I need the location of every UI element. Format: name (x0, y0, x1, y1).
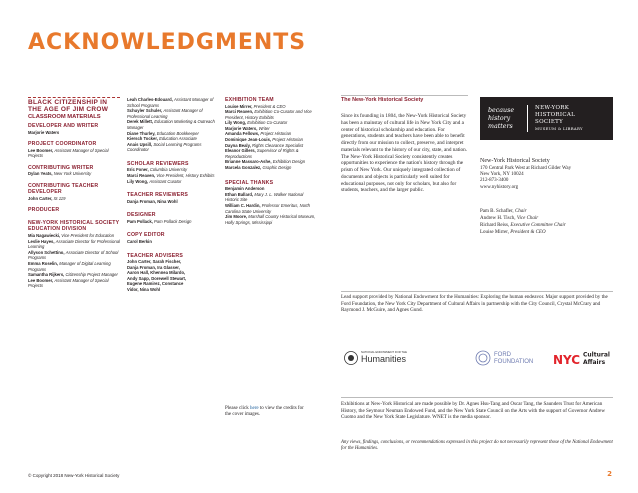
project-subtitle: CLASSROOM MATERIALS (28, 114, 101, 120)
credit-role: Mary J. L. Walker National Historic Site (225, 191, 304, 203)
officer-name: Andrew H. Tisch, (480, 215, 516, 221)
credit-role: Rights Clearance Specialist (251, 142, 304, 148)
credit-name: Louise Mirrer, (225, 103, 253, 109)
website: www.nyhistory.org (480, 184, 519, 190)
credit-role: Columbia University (149, 167, 188, 173)
exhibition-team-heading: EXHIBITION TEAM (225, 97, 274, 103)
exhibitions-support-text: Exhibitions at New-York Historical are made possible by Dr. Agnes Hsu-Tang and Oscar Tang, the Saunders Trust for American History, the Seymour Neuman Endowed Fund, and the New York State Council on the Arts with the support of Governor Andrew Cuomo and the New York State Legislature. WNET is the media sponsor. (341, 401, 606, 421)
designer-entry: Pam Pollack, Pam Pollack Design (127, 218, 192, 224)
officer-title: Chair (514, 209, 527, 214)
credit-name: Kiersch Tocker, (127, 136, 158, 142)
adviser-names: Aaron Hall, Khennea Milardo, (127, 270, 186, 276)
credit-name: Marci Reaven, (127, 173, 156, 179)
officer-line (480, 216, 566, 223)
credit-name: William C. Hardin, (225, 202, 261, 208)
nyc-wordmark: NYC (553, 353, 581, 367)
adviser-names: Eugene Ramirez, Constance (127, 281, 184, 287)
credit-entry (28, 278, 120, 289)
teacher-advisers-list (127, 259, 219, 293)
credit-name: Schuyler Schuler, (127, 108, 163, 114)
credit-role: Citizenship Project Manager (65, 272, 118, 278)
credit-name: Mia Nagawiecki, (28, 232, 61, 238)
credit-name: Samantha Rijkers, (28, 272, 65, 278)
credit-role: Vice President, History Exhibits (156, 173, 215, 179)
credit-entry (28, 250, 120, 261)
affairs-text: Affairs (583, 359, 606, 366)
credit-entry (127, 179, 219, 185)
nyhs-address (480, 158, 571, 191)
credit-role: Assistant Manager of Professional Learning (127, 108, 203, 119)
credit-name: Lee Boomer, (28, 277, 54, 283)
divider (28, 97, 120, 98)
officer-line (480, 230, 566, 237)
officer-name: Pam B. Schafler, (480, 209, 514, 214)
credit-role: President & CEO (253, 103, 286, 109)
nyhs-description: Since its founding in 1804, the New-York Historical Society has been a mainstay of cultural life in New York City and a center of historical scholarship and education. For generations, students and teachers have been able to benefit directly from our mission to collect, preserve, and interpret materials relevant to the history of our city, state, and nation. The New-York Historical Society consistently creates opportunities to experience the nation's history through the prism of New York. Our uniquely integrated collection of documents and objects is particularly well suited for educational purposes, not only for scholars, but also for students, teachers, and the larger public. (341, 113, 467, 194)
credit-role: Project Historian (260, 131, 292, 137)
credit-role: Project Historian (272, 137, 303, 143)
credit-role: Vice President for Education (61, 232, 115, 238)
credit-role: Supervisor of Rights & Reproductions (225, 148, 299, 159)
credit-role: Manager of Digital Learning Programs (28, 260, 111, 272)
officer-line (480, 223, 566, 230)
section-heading: PROJECT COORDINATOR (28, 141, 97, 148)
credit-name: Ethan Ballard, (225, 191, 254, 197)
nyc-cultural-affairs-logo (553, 352, 610, 368)
officer-title: President & CEO (510, 229, 546, 235)
officer-name: Louise Mirrer, (480, 229, 509, 235)
credit-name: Emma Roselin, (28, 260, 59, 266)
credit-name: Lily Wong, (225, 120, 247, 126)
credit-role: Graphic Design (262, 165, 292, 171)
adviser-names: Vidor, Nina Wohl (127, 286, 161, 292)
credit-name: Dayna Bealy, (225, 142, 251, 148)
officer-title: Vice Chair (516, 215, 539, 221)
neh-seal-core (348, 355, 354, 361)
page-number: 2 (607, 470, 612, 478)
adviser-names: Andy Sapp, Dorewell Stewart, (127, 275, 187, 281)
credit-entry (28, 196, 120, 202)
project-title-line-1: BLACK CITIZENSHIP IN (28, 99, 108, 106)
credit-name: Eleanor Gillers, (225, 148, 256, 154)
adviser-line (127, 287, 219, 293)
nyhs-officers (480, 209, 566, 237)
adviser-names: Danja Froman, Ira Glasser, (127, 264, 180, 270)
credit-role: Social Learning Programs Coordinator (127, 141, 202, 153)
copy-editor: Carol Berkin (127, 238, 152, 244)
credit-name: Lily Wong, (127, 178, 149, 184)
credit-role: Associate Director for Professional Learning (28, 238, 120, 250)
special-thanks-heading: SPECIAL THANKS (225, 179, 274, 186)
teacher-advisers-heading: TEACHER ADVISERS (127, 252, 184, 259)
officer-line (480, 209, 566, 216)
credit-role: Writer (258, 125, 270, 131)
section-heading: CONTRIBUTING TEACHER DEVELOPER (28, 182, 99, 196)
disclaimer-text: Any views, findings, conclusions, or recommendations expressed in this project do not necessarily represent those of the National Endowment for the Humanities. (341, 440, 613, 452)
lead-support-text: Lead support provided by National Endowment for the Humanities: Exploring the human endeavor. Major support provided by the Ford Foundation, the New York City Department of Cultural Affairs in partnership with the City Council, Crystal McCrary and Raymond J. McGuire, and Agnes Gund. (341, 294, 608, 314)
officer-title: Executive Committee Chair (510, 222, 566, 228)
logo-wordmark: NEW-YORK HISTORICAL SOCIETY MUSEUM & LIBRARY (535, 105, 583, 132)
credit-role: Assistant Curator (149, 178, 182, 184)
logo-divider (527, 105, 528, 132)
neh-wordmark: Humanities (361, 354, 407, 364)
project-title-line-2: THE AGE OF JIM CROW (28, 106, 109, 113)
section-heading: PRODUCER (28, 207, 60, 214)
officer-name: Richard Reiss, (480, 222, 510, 228)
city: New York, NY 10024 (480, 171, 524, 177)
teacher-reviewers: Danja Froman, Nina Wohl (127, 198, 178, 204)
credit-name: Dominique Jean-Louis, (225, 137, 272, 143)
credit-role: Exhibition Co-Curator (247, 120, 288, 126)
credit-entry (127, 97, 219, 108)
credit-name: Benjamin Anderson (225, 186, 265, 192)
ford-text-2: FOUNDATION (494, 359, 534, 365)
divider (341, 291, 613, 292)
copyright-footer: © Copyright 2018 New-York Historical Society (28, 473, 120, 478)
credit-role: Assistant Manager of Special Projects (28, 147, 109, 159)
credit-entry (127, 142, 219, 153)
credit-role: Associate Director of School Programs (28, 249, 119, 261)
divider (341, 397, 613, 398)
ford-ring-icon (476, 351, 490, 365)
section-heading: DEVELOPER AND WRITER (28, 123, 99, 129)
credit-entry (225, 165, 317, 171)
credit-name: Allyson Schettino, (28, 249, 65, 255)
credit-name: Marjorie Waters (28, 129, 60, 135)
credit-entry (28, 261, 120, 272)
credit-entry (225, 214, 317, 225)
credit-entry (127, 108, 219, 119)
credit-entry (28, 130, 120, 136)
credit-role: Exhibition Design (272, 159, 306, 165)
credit-name: Dylan Yeats, (28, 171, 53, 177)
nyhs-heading: The New-York Historical Society (341, 97, 424, 103)
scholar-reviewers-heading: SCHOLAR REVIEWERS (127, 160, 189, 167)
special-thanks-list (225, 186, 317, 225)
credit-role: Assistant Manager of School Programs (127, 97, 214, 108)
credit-entry (225, 192, 317, 203)
neh-small-text: NATIONAL ENDOWMENT FOR THE (361, 350, 408, 354)
credit-name: Jim Moore, (225, 214, 248, 220)
cover-credits-link[interactable]: here (250, 406, 259, 411)
credit-name: Marcela Gonzalez, (225, 165, 262, 171)
credit-name: Eric Foner, (127, 167, 149, 173)
section-heading: CONTRIBUTING WRITER (28, 164, 94, 171)
credit-entry (28, 171, 120, 177)
staff-list (127, 97, 219, 153)
adviser-names: John Carter, Sarah Fischer, (127, 259, 182, 264)
credit-name: Derek Millett, (127, 119, 154, 125)
ford-text-1: FORD (494, 352, 511, 358)
funder-logos-svg (341, 343, 613, 373)
scholar-list (127, 167, 219, 184)
credit-name: Diane Thurley, (127, 130, 156, 136)
credit-name: Marjorie Waters, (225, 125, 258, 131)
credit-name: Leslie Hayes, (28, 238, 55, 244)
credits-column-3 (225, 97, 317, 225)
cover-credits-note: Please click here to view the credits for the cover images. (225, 406, 304, 418)
nyhs-logo (480, 97, 613, 140)
credit-entry (127, 119, 219, 130)
credit-entry (28, 148, 120, 159)
credit-role: Professor Emeritus, North Carolina State University (225, 202, 310, 214)
section-heading: NEW-YORK HISTORICAL SOCIETY EDUCATION DIVISION (28, 219, 120, 233)
designer-heading: DESIGNER (127, 212, 156, 219)
credit-name: Lee Boomer, (28, 147, 54, 153)
ford-ring-inner (479, 354, 487, 362)
org-name: New-York Historical Society (480, 158, 550, 164)
cultural-text: Cultural (583, 351, 610, 359)
credit-entry (225, 109, 317, 120)
divider (341, 95, 468, 96)
page-title: ACKNOWLEDGMENTS (28, 30, 307, 55)
credits-column-2 (127, 97, 219, 293)
credit-entry (225, 148, 317, 159)
credits-column-1 (28, 97, 120, 289)
copy-editor-heading: COPY EDITOR (127, 232, 165, 239)
credit-role: Assistant Manager of Special Projects (28, 277, 109, 289)
credit-role: New York University (53, 171, 92, 177)
credit-name: Anais Upsill, (127, 141, 153, 147)
credit-role: Marshall County Historical Museum, Holly Springs, Mississippi (225, 214, 316, 225)
credit-name: John Carter, (28, 195, 53, 201)
credit-role: IS 119 (53, 195, 66, 201)
col1-sections (28, 123, 120, 289)
credit-name: Brianne Massaro-Ashe, (225, 159, 272, 165)
exhibition-team-list (225, 104, 317, 171)
credit-entry (225, 203, 317, 214)
credit-entry (28, 239, 120, 250)
funder-logos (341, 343, 613, 373)
ford-logo (476, 351, 533, 365)
credit-role: Education Bookkeeper (156, 130, 199, 136)
phone: 212-873-3400 (480, 178, 509, 184)
street: 170 Central Park West at Richard Gilder Way (480, 165, 572, 171)
credit-name: Marci Reaven, (225, 109, 254, 115)
credit-role: Education Associate (159, 136, 197, 142)
neh-logo (345, 350, 408, 365)
credit-role: Exhibition Co-Curator and Vice President, History Exhibits (225, 109, 312, 120)
teacher-reviewers-heading: TEACHER REVIEWERS (127, 192, 189, 199)
credit-role: Education Marketing & Outreach Manager (127, 119, 215, 130)
logo-tagline: because history matters (488, 107, 515, 130)
credit-name: Amanda Fellows, (225, 131, 260, 137)
credit-name: Leah Charles-Edouard, (127, 97, 173, 102)
